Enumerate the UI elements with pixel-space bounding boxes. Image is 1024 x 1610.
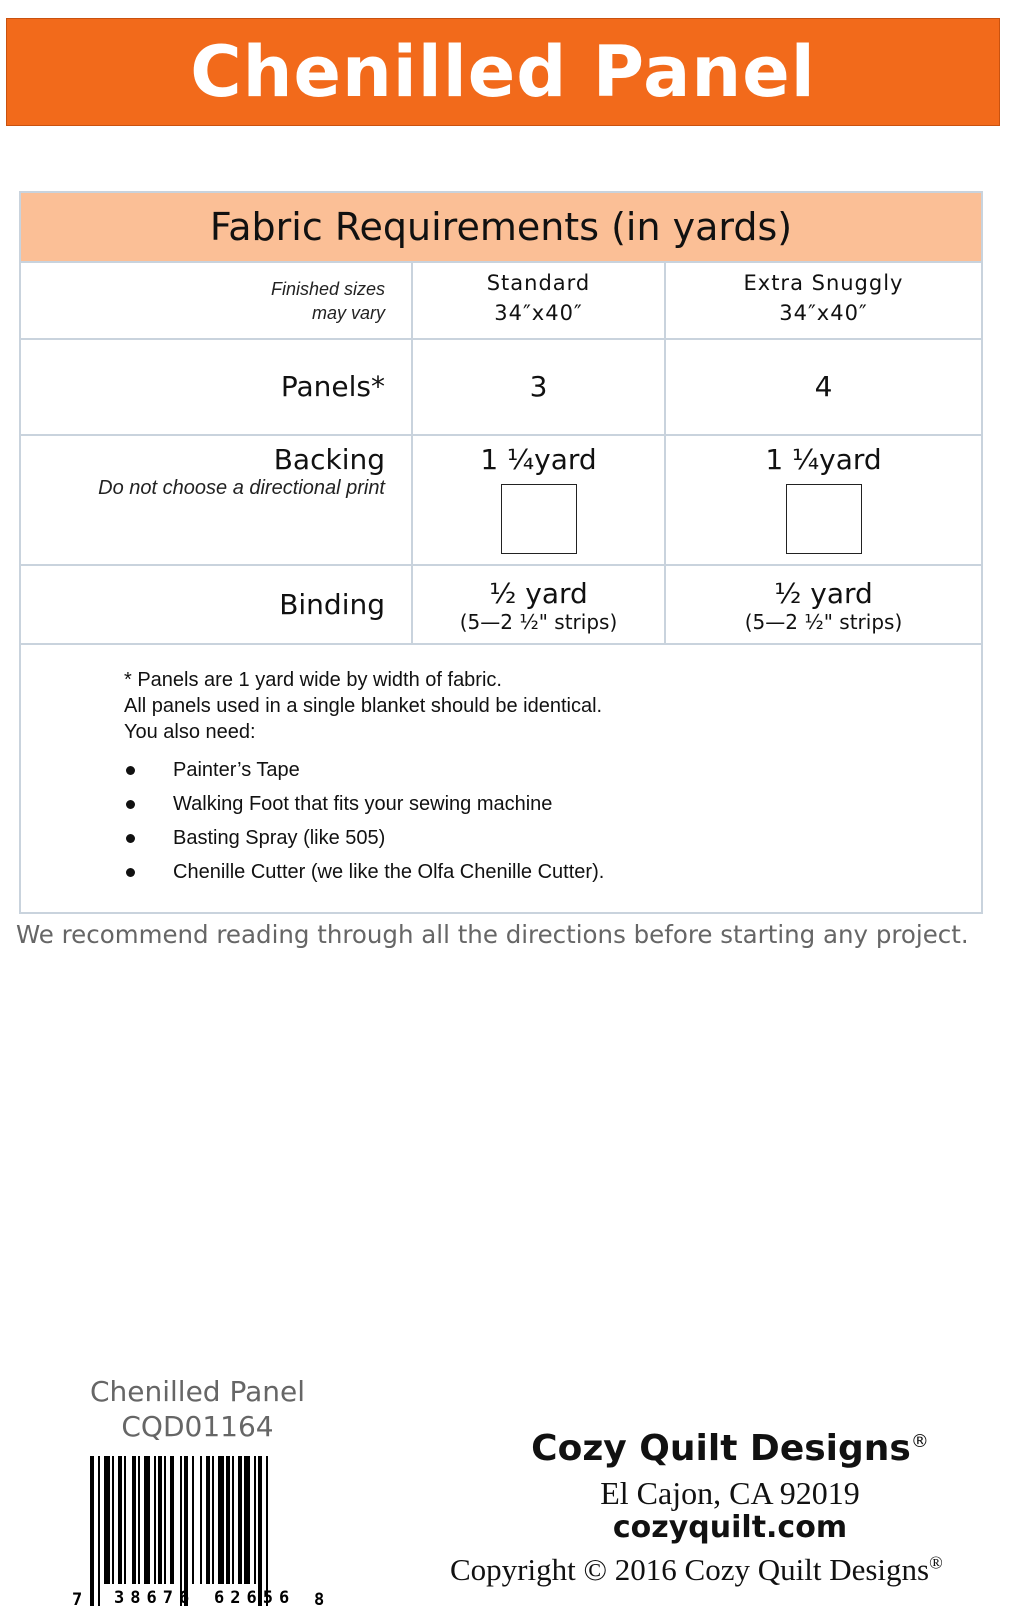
supplies-list — [124, 753, 944, 889]
backing-extra-snuggly — [666, 443, 981, 554]
row-divider — [21, 434, 981, 436]
recommendation-text: We recommend reading through all the directions before starting any project. — [16, 920, 969, 949]
barcode-lead-digit: 7 — [72, 1590, 83, 1610]
requirements-header — [21, 193, 981, 263]
supply-item: Basting Spray (like 505) — [173, 827, 386, 849]
requirements-notes — [124, 667, 944, 889]
barcode-check-digit: 8 — [314, 1590, 325, 1610]
copyright-text: Copyright © 2016 Cozy Quilt Designs — [450, 1552, 930, 1587]
fabric-requirements-table — [19, 191, 983, 914]
panels-label: Panels* — [280, 370, 385, 403]
list-item — [124, 787, 944, 821]
company-name-text: Cozy Quilt Designs — [531, 1428, 911, 1469]
fabric-swatch-box — [786, 484, 862, 554]
binding-extra-snuggly-value: ½ yard — [774, 577, 873, 610]
bullet-icon — [126, 834, 135, 843]
size-dimensions: 34″x40″ — [494, 301, 583, 325]
list-item — [124, 753, 944, 787]
copyright — [450, 1552, 1010, 1588]
backing-label: Backing — [273, 443, 385, 476]
size-dimensions: 34″x40″ — [779, 301, 868, 325]
row-divider — [21, 564, 981, 566]
size-name: Extra Snuggly — [743, 271, 904, 295]
size-note — [21, 277, 411, 325]
barcode-bar — [112, 1456, 114, 1584]
size-extra-snuggly — [666, 271, 981, 325]
supply-item: Painter’s Tape — [173, 759, 300, 781]
requirements-title: Fabric Requirements (in yards) — [209, 205, 793, 249]
product-code: CQD01164 — [121, 1410, 274, 1443]
barcode-bar — [232, 1456, 234, 1584]
barcode-right-digits: 62656 — [214, 1588, 296, 1608]
supply-item: Chenille Cutter (we like the Olfa Chenille Cutter). — [173, 861, 605, 883]
size-standard — [413, 271, 664, 325]
barcode-bar — [258, 1456, 262, 1606]
size-name: Standard — [486, 271, 591, 295]
barcode-space — [268, 1456, 272, 1466]
barcode-bar — [90, 1456, 94, 1606]
backing-label-cell — [21, 443, 411, 500]
barcode-bars — [90, 1456, 310, 1590]
barcode-bar — [118, 1456, 122, 1584]
barcode-bar — [206, 1456, 210, 1584]
binding-standard — [413, 577, 664, 634]
barcode-bar — [226, 1456, 230, 1584]
barcode-bar — [218, 1456, 224, 1584]
note-line: You also need: — [124, 721, 256, 743]
company-city: El Cajon, CA 92019 — [600, 1475, 860, 1511]
size-note-line2: may vary — [311, 303, 385, 323]
title-banner — [6, 18, 1000, 126]
binding-standard-detail: (5—2 ½" strips) — [459, 610, 618, 634]
bullet-icon — [126, 868, 135, 877]
row-divider — [21, 643, 981, 645]
barcode-bar — [254, 1456, 256, 1584]
barcode-bar — [266, 1456, 268, 1606]
list-item — [124, 821, 944, 855]
size-note-line1: Finished sizes — [270, 279, 385, 299]
page-title: Chenilled Panel — [190, 31, 816, 113]
backing-note: Do not choose a directional print — [98, 477, 385, 499]
barcode-bar — [124, 1456, 126, 1584]
backing-standard — [413, 443, 664, 554]
barcode-bar — [238, 1456, 242, 1584]
barcode-bar — [154, 1456, 156, 1584]
panels-label-cell — [21, 370, 411, 403]
barcode-bar — [170, 1456, 174, 1584]
registered-mark: ® — [929, 1552, 943, 1573]
product-name: Chenilled Panel — [89, 1375, 306, 1408]
panels-standard-value: 3 — [529, 370, 548, 403]
supply-item: Walking Foot that fits your sewing machine — [173, 793, 553, 815]
barcode-bar — [144, 1456, 150, 1584]
barcode-bar — [192, 1456, 194, 1584]
barcode-bar — [158, 1456, 162, 1584]
barcode-left-digits: 38676 — [114, 1588, 196, 1608]
barcode-bar — [138, 1456, 140, 1584]
barcode-bar — [132, 1456, 136, 1584]
barcode-bar — [244, 1456, 250, 1584]
company-url: cozyquilt.com — [612, 1510, 848, 1545]
registered-mark: ® — [910, 1431, 929, 1452]
binding-label: Binding — [279, 588, 385, 621]
barcode-bar — [164, 1456, 166, 1584]
binding-label-cell — [21, 588, 411, 621]
bullet-icon — [126, 766, 135, 775]
barcode-bar — [184, 1456, 188, 1606]
barcode-bar — [98, 1456, 100, 1606]
fabric-swatch-box — [501, 484, 577, 554]
note-line: * Panels are 1 yard wide by width of fabric. — [124, 669, 502, 691]
binding-extra-snuggly-detail: (5—2 ½" strips) — [744, 610, 903, 634]
barcode-bar — [180, 1456, 182, 1606]
barcode-bar — [212, 1456, 214, 1584]
note-line: All panels used in a single blanket should be identical. — [124, 695, 603, 717]
binding-extra-snuggly — [666, 577, 981, 634]
bullet-icon — [126, 800, 135, 809]
backing-extra-snuggly-value: 1 ¼yard — [765, 443, 882, 476]
barcode-bar — [200, 1456, 202, 1584]
barcode-bar — [104, 1456, 110, 1584]
barcode — [70, 1456, 330, 1608]
panels-extra-snuggly-value: 4 — [814, 370, 833, 403]
backing-standard-value: 1 ¼yard — [480, 443, 597, 476]
row-divider — [21, 338, 981, 340]
list-item — [124, 855, 944, 889]
company-name — [470, 1428, 990, 1469]
binding-standard-value: ½ yard — [489, 577, 588, 610]
